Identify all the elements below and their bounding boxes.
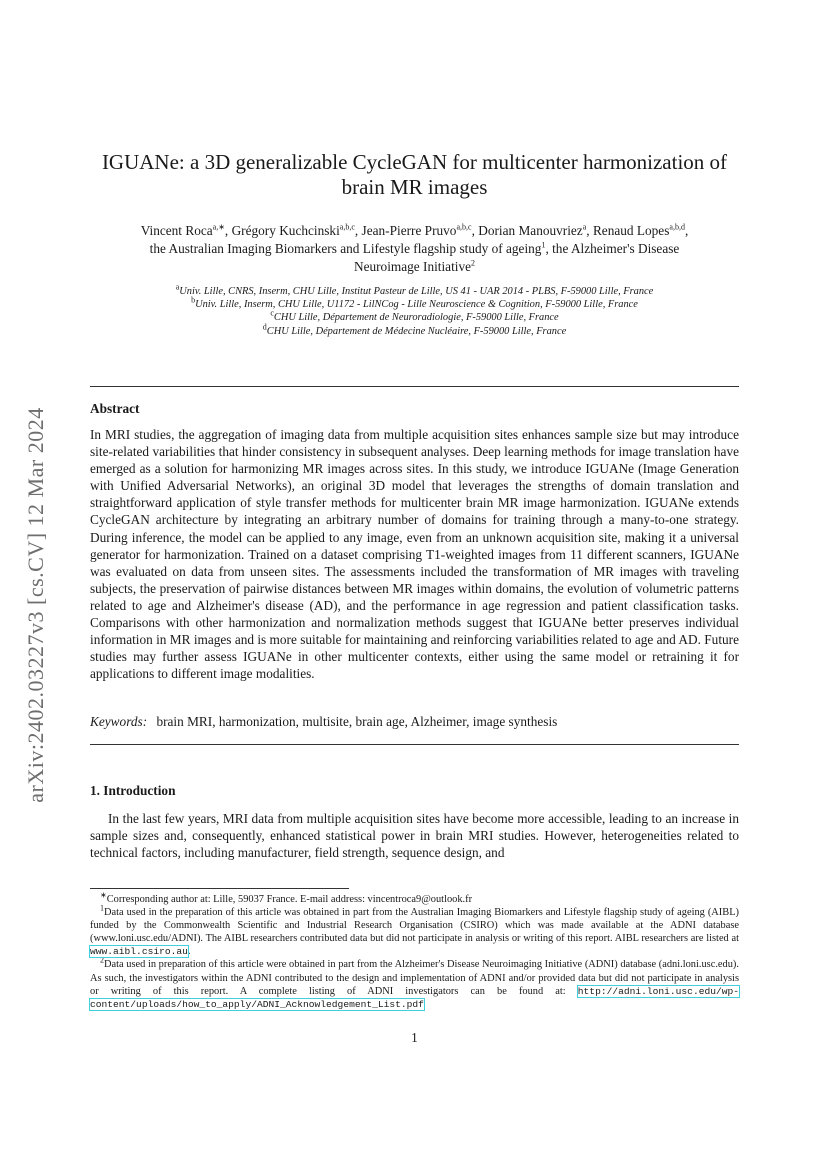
abstract-text: In MRI studies, the aggregation of imaging data from multiple acquisition sites enhances sample size but may introduce site-related variabilities that hinder consistency in subsequent analyses. Deep learning methods for image translation have emerged as a solution for harmonizing MR images across sites. In this study, we introduce IGUANe (Image Generation with Unified Adversarial Networks), an original 3D model that leverages the strengths of domain translation and straightforward application of style transfer methods for multicenter brain MR image harmonization. IGUANe extends CycleGAN architecture by integrating an arbitrary number of domains for training through a many-to-one strategy. During inference, the model can be applied to any image, even from an unknown acquisition site, making it a universal generator for harmonization. Trained on a dataset comprising T1-weighted images from 11 different scanners, IGUANe was evaluated on data from unseen sites. The assessments included the transformation of MR images with traveling subjects, the preservation of pairwise distances between MR images within domains, the evolution of volumetric patterns related to age and Alzheimer's disease (AD), and the performance in age regression and patient classification tasks. Comparisons with other harmonization and normalization methods suggest that IGUANe better preserves individual information in MR images and is more suitable for maintaining and reinforcing variabilities related to age and AD. Future studies may further assess IGUANe in other multicenter contexts, either using the same model or retraining it for applications to different image modalities. [90,427,739,682]
footnote-2: $^2$Data used in preparation of this article were obtained in part from the Alzheimer's Disease Neuroimaging Initiative (ADNI) database (adni.loni.usc.edu). As such, the investigators within the ADNI contributed to the design and implementation of ADNI and/or provided data but did not participate in analysis or writing of this report. A complete listing of ADNI investigators can be found at: http://adni.loni.usc.edu/wp-content/uploads/how_to_apply/ADNI_Acknowledgement_List.pdf [90,956,739,1010]
author-list: Vincent Roca$^{a,∗}$, Grégory Kuchcinski$^{a,b,c}$, Jean-Pierre Pruvo$^{a,b,c}$, Dorian Manouvriez$^a$, Renaud Lopes$^{a,b,d}$, the Australian Imaging Biomarkers and Lifestyle flagship study of ageing$^1$, the Alzheimer's Disease Neuroimage Initiative$^2$ [140,222,689,274]
title-line-1: IGUANe: a 3D generalizable CycleGAN for multicenter harmonization of [101,150,728,174]
author-sup: a,b,d [669,222,685,232]
consortium-adni-cont: Neuroimage Initiative [353,259,472,274]
footnote-rule [90,888,349,889]
keywords-label: Keywords: [90,714,148,729]
affiliation-list [90,282,739,338]
footnote-1: $^1$Data used in the preparation of this article was obtained in part from the Australian Imaging Biomarkers and Lifestyle flagship study of ageing (AIBL) funded by the Commonwealth Scientific and Industrial Research Organisation (CSIRO) which was made available at the ADNI database (www.loni.usc.edu/ADNI). The AIBL researchers contributed data but did not participate in analysis or writing of this report. AIBL researchers are listed at www.aibl.csiro.au. [90,903,739,958]
paper-title [90,150,739,200]
footnote-corresponding: ∗Corresponding author at: Lille, 59037 France. E-mail address: vincentroca9@outlook.fr [100,890,473,905]
consortium-adni: , the Alzheimer's Disease [545,241,680,256]
affiliation: $^a$Univ. Lille, CNRS, Inserm, CHU Lille, Institut Pasteur de Lille, US 41 - UAR 2014 - PLBS, F-59000 Lille, France [175,282,654,297]
author-name: Grégory Kuchcinski [231,223,340,238]
affiliation: $^b$Univ. Lille, Inserm, CHU Lille, U1172 - LilNCog - Lille Neuroscience & Cognition, F-59000 Lille, France [191,295,638,311]
page-number: 1 [411,1030,418,1045]
keywords [90,714,739,730]
author-name: Jean-Pierre Pruvo [361,223,457,238]
adni-link[interactable]: http://adni.loni.usc.edu/wp-content/uploads/how_to_apply/ADNI_Acknowledgement_List.pdf [90,985,739,1010]
abstract-bottom-rule [90,744,739,745]
author-name: Renaud Lopes [592,223,670,238]
author-sup: a,∗ [212,222,225,232]
author-name: Vincent Roca [140,223,213,238]
title-line-2: brain MR images [341,175,488,199]
abstract-heading: Abstract [90,401,140,416]
aibl-link[interactable]: www.aibl.csiro.au [90,946,188,958]
arxiv-sidebar-stamp [14,360,58,850]
abstract-top-rule [90,386,739,387]
arxiv-identifier: arXiv:2402.03227v3 [cs.CV] 12 Mar 2024 [23,407,48,803]
consortium-aibl: the Australian Imaging Biomarkers and Lifestyle flagship study of ageing [149,241,542,256]
affiliation: $^d$CHU Lille, Département de Médecine Nucléaire, F-59000 Lille, France [262,322,567,337]
section-heading-introduction: 1. Introduction [90,783,176,798]
keywords-text: brain MRI, harmonization, multisite, brain age, Alzheimer, image synthesis [156,714,558,729]
author-sup: a [582,222,587,232]
author-sup: a,b,c [339,222,355,232]
author-name: Dorian Manouvriez [478,223,583,238]
affiliation: $^c$CHU Lille, Département de Neuroradiologie, F-59000 Lille, France [270,308,559,324]
footnotes [90,890,739,1011]
author-sup: a,b,c [456,222,472,232]
introduction-paragraph: In the last few years, MRI data from multiple acquisition sites have become more accessible, leading to an increase in sample sizes and, consequently, enhanced statistical power in brain MRI studies. However, heterogeneities related to technical factors, including manufacturer, field strength, sequence design, and [90,811,739,861]
